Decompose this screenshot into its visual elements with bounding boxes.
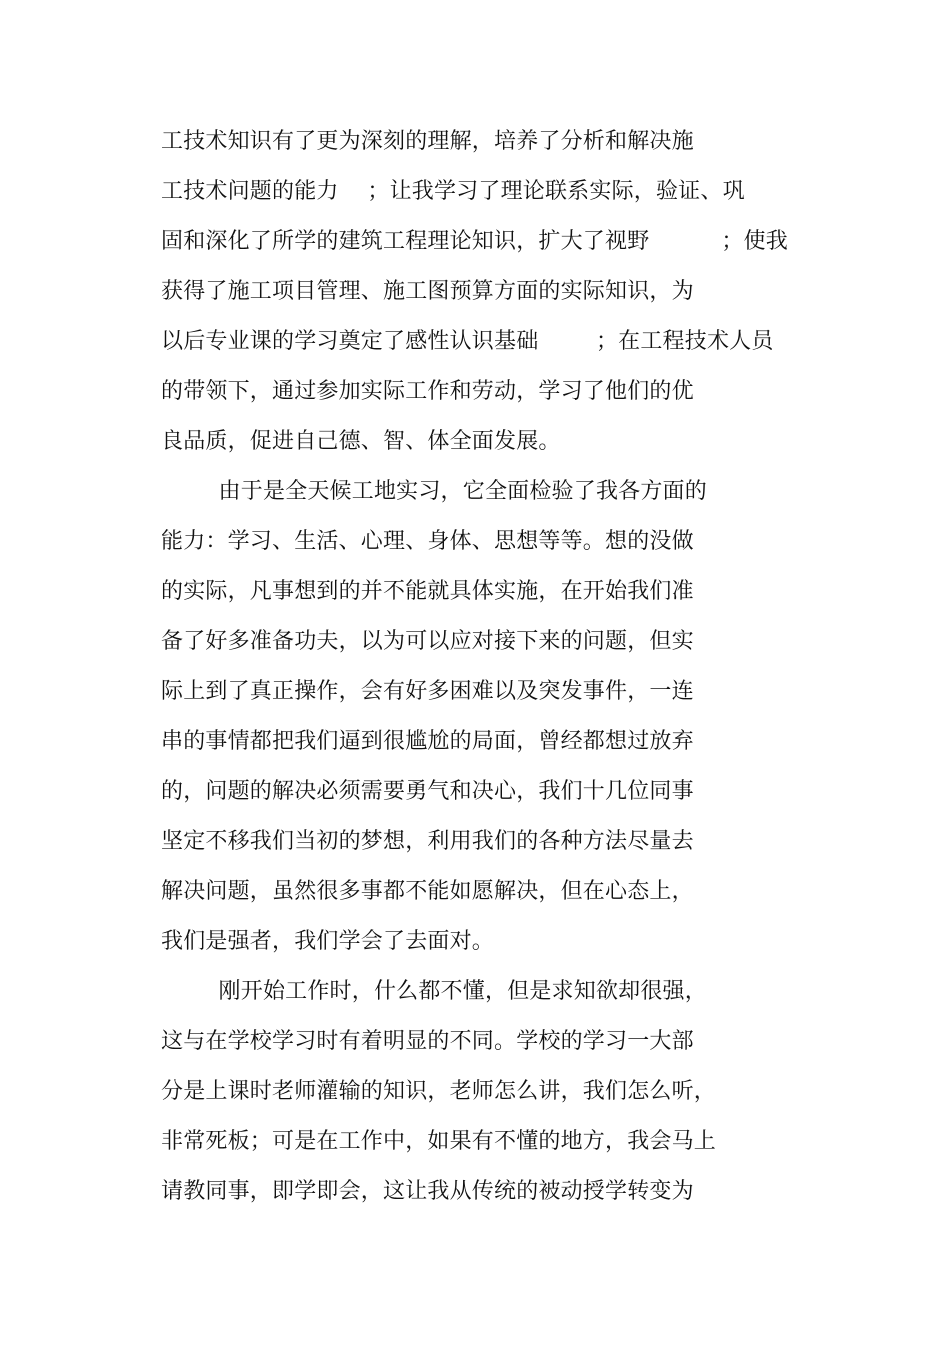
text-line: 非常死板；可是在工作中，如果有不懂的地方，我会马上: [161, 1129, 717, 1154]
paragraph-start-line: 刚开始工作时，什么都不懂，但是求知欲却很强，: [161, 979, 707, 1004]
paragraph-start-line: 由于是全天候工地实习，它全面检验了我各方面的: [161, 479, 707, 504]
text-line: 际上到了真正操作，会有好多困难以及突发事件，一连: [161, 679, 694, 704]
text-line: 解决问题，虽然很多事都不能如愿解决，但在心态上，: [161, 879, 694, 904]
text-line: 能力：学习、生活、心理、身体、思想等等。想的没做: [161, 529, 694, 554]
text-line: 分是上课时老师灌输的知识，老师怎么讲，我们怎么听，: [161, 1079, 717, 1104]
text-line: 请教同事，即学即会，这让我从传统的被动授学转变为: [161, 1179, 694, 1204]
text-line: 我们是强者，我们学会了去面对。: [161, 929, 495, 954]
text-line: 串的事情都把我们逼到很尴尬的局面，曾经都想过放弃: [161, 729, 694, 754]
text-line: 固和深化了所学的建筑工程理论知识，扩大了视野 ；使我: [161, 229, 788, 254]
text-line: 坚定不移我们当初的梦想，利用我们的各种方法尽量去: [161, 829, 694, 854]
text-line: 这与在学校学习时有着明显的不同。学校的学习一大部: [161, 1029, 694, 1054]
text-line: 良品质，促进自己德、智、体全面发展。: [161, 429, 561, 454]
text-line: 以后专业课的学习奠定了感性认识基础 ；在工程技术人员: [161, 329, 774, 354]
text-line: 备了好多准备功夫，以为可以应对接下来的问题，但实: [161, 629, 694, 654]
text-line: 工技术问题的能力 ；让我学习了理论联系实际，验证、巩: [161, 179, 745, 204]
text-line: 工技术知识有了更为深刻的理解，培养了分析和解决施: [161, 129, 694, 154]
text-line: 的实际，凡事想到的并不能就具体实施，在开始我们准: [161, 579, 694, 604]
text-line: 获得了施工项目管理、施工图预算方面的实际知识，为: [161, 279, 694, 304]
text-line: 的带领下，通过参加实际工作和劳动，学习了他们的优: [161, 379, 694, 404]
text-line: 的，问题的解决必须需要勇气和决心，我们十几位同事: [161, 779, 694, 804]
